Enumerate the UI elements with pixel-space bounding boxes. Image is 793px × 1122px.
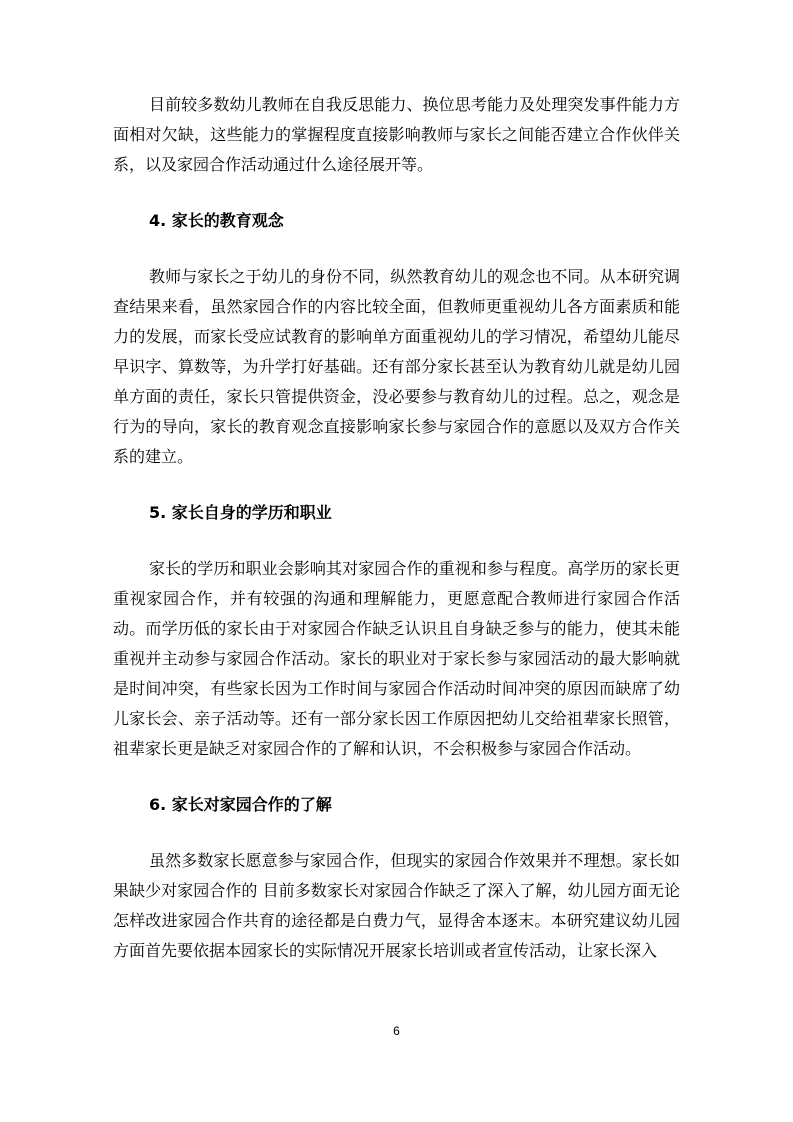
paragraph-understanding: 虽然多数家长愿意参与家园合作，但现实的家园合作效果并不理想。家长如果缺少对家园合作的 目前多数家长对家园合作缺乏了深入了解，幼儿园方面无论怎样改进家园合作共育的途径都是白费力气，显得舍本逐末。本研究建议幼儿园方面首先要依据本园家长的实际情况开展家长培训或者宣传活动，让家长深入 [113,851,680,960]
section-heading-4: 4. 家长的教育观念 [149,211,284,230]
section-heading-6: 6. 家长对家园合作的了解 [149,795,332,814]
paragraph-education-concept: 教师与家长之于幼儿的身份不同，纵然教育幼儿的观念也不同。从本研究调查结果来看，虽然家园合作的内容比较全面，但教师更重视幼儿各方面素质和能力的发展，而家长受应试教育的影响单方面重视幼儿的学习情况，希望幼儿能尽早识字、算数等，为升学打好基础。还有部分家长甚至认为教育幼儿就是幼儿园单方面的责任，家长只管提供资金，没必要参与教育幼儿的过程。总之，观念是行为的导向，家长的教育观念直接影响家长参与家园合作的意愿以及双方合作关系的建立。 [113,267,680,466]
section-heading-5: 5. 家长自身的学历和职业 [149,503,332,522]
paragraph-education-occupation: 家长的学历和职业会影响其对家园合作的重视和参与程度。高学历的家长更重视家园合作，并有较强的沟通和理解能力，更愿意配合教师进行家园合作活动。而学历低的家长由于对家园合作缺乏认识且自身缺乏参与的能力，使其未能重视并主动参与家园合作活动。家长的职业对于家长参与家园活动的最大影响就是时间冲突，有些家长因为工作时间与家园合作活动时间冲突的原因而缺席了幼儿家长会、亲子活动等。还有一部分家长因工作原因把幼儿交给祖辈家长照管，祖辈家长更是缺乏对家园合作的了解和认识，不会积极参与家园合作活动。 [113,559,680,758]
page-body [113,90,680,966]
paragraph-teacher-abilities: 目前较多数幼儿教师在自我反思能力、换位思考能力及处理突发事件能力方面相对欠缺，这些能力的掌握程度直接影响教师与家长之间能否建立合作伙伴关系，以及家园合作活动通过什么途径展开等。 [113,95,680,174]
page-number: 6 [393,1024,400,1038]
